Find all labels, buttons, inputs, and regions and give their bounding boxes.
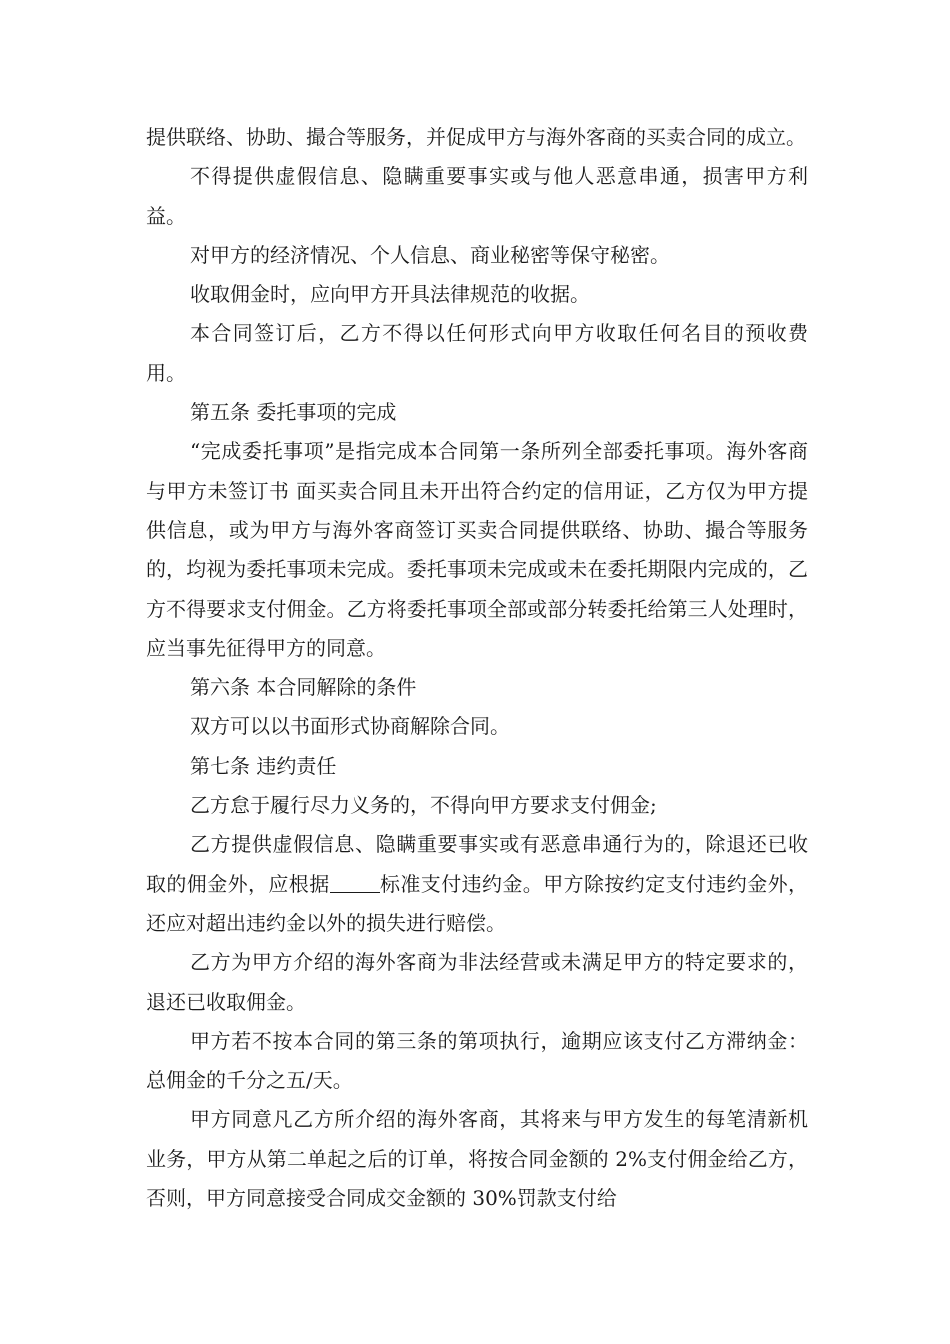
paragraph: 收取佣金时，应向甲方开具法律规范的收据。 <box>190 282 590 307</box>
section-heading-article-7: 第七条 违约责任 <box>190 753 337 778</box>
fill-in-blank <box>330 872 380 893</box>
paragraph-text-before-blank: 乙方提供虚假信息、隐瞒重要事实或有恶意串通行为的，除退还已收取的佣金外，应根据 <box>146 832 808 896</box>
document-body <box>146 118 808 1218</box>
paragraph-text-after-blank: 标准支付违约金。甲方除按约定支付违约金外，还应对超出违约金以外的损失进行赔偿。 <box>146 871 809 935</box>
paragraph: 乙方怠于履行尽力义务的，不得向甲方要求支付佣金; <box>190 793 657 818</box>
paragraph-with-blank <box>146 825 808 943</box>
paragraph: 乙方为甲方介绍的海外客商为非法经营或未满足甲方的特定要求的，退还已收取佣金。 <box>146 950 808 1014</box>
paragraph: 不得提供虚假信息、隐瞒重要事实或与他人恶意串通，损害甲方利益。 <box>146 164 808 228</box>
paragraph: 甲方若不按本合同的第三条的第项执行，逾期应该支付乙方滞纳金：总佣金的千分之五/天。 <box>146 1028 808 1093</box>
paragraph: 提供联络、协助、撮合等服务，并促成甲方与海外客商的买卖合同的成立。 <box>146 125 806 149</box>
paragraph: 双方可以以书面形式协商解除合同。 <box>190 714 510 739</box>
paragraph: 甲方同意凡乙方所介绍的海外客商，其将来与甲方发生的每笔清新机业务，甲方从第二单起之后的订单，将按合同金额的 2%支付佣金给乙方，否则，甲方同意接受合同成交金额的 30%罚款支付给 <box>146 1107 808 1211</box>
paragraph: 本合同签订后，乙方不得以任何形式向甲方收取任何名目的预收费用。 <box>146 321 808 385</box>
section-heading-article-5: 第五条 委托事项的完成 <box>190 400 397 425</box>
paragraph: “完成委托事项”是指完成本合同第一条所列全部委托事项。海外客商与甲方未签订书 面买卖合同且未开出符合约定的信用证，乙方仅为甲方提供信息，或为甲方与海外客商签订买卖合同提供联络、协助、撮合等服务的，均视为委托事项未完成。委托事项未完成或未在委托期限内完成的，乙方不得要求支付佣金。乙方将委托事项全部或部分转委托给第三人处理时，应当事先征得甲方的同意。 <box>146 439 808 660</box>
section-heading-article-6: 第六条 本合同解除的条件 <box>190 675 417 700</box>
paragraph: 对甲方的经济情况、个人信息、商业秘密等保守秘密。 <box>190 242 670 267</box>
